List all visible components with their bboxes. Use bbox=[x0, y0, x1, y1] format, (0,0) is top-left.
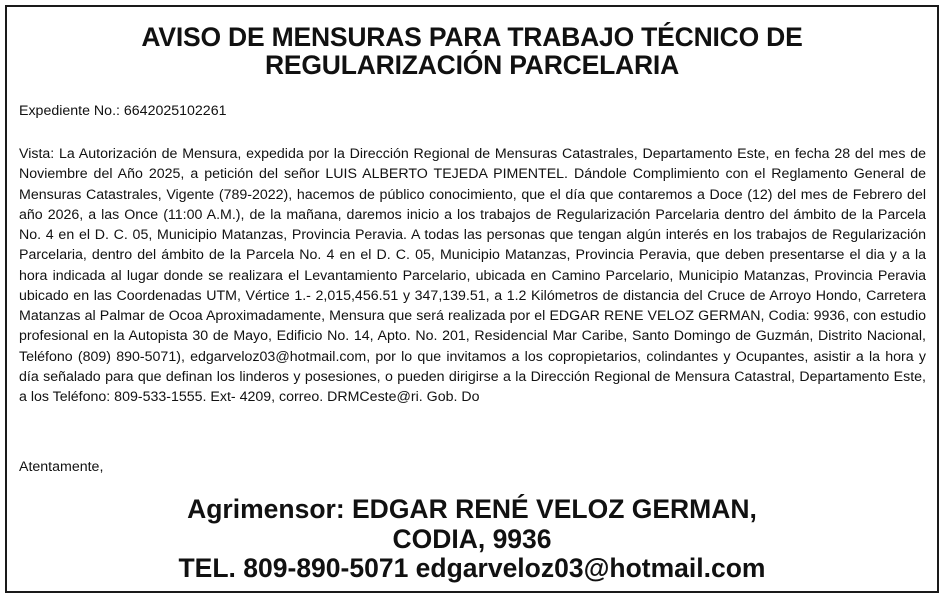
notice-body: Vista: La Autorización de Mensura, expedida por la Dirección Regional de Mensuras Catastrales, Departamento Este, en fecha 28 del mes de Noviembre del Año 2025, a petición del señor LUIS ALBERTO TEJEDA PIMENTEL. Dándole Complimiento con el Reglamento General de Mensuras Catastrales, Vigente (789-2022), hacemos de público conocimiento, que el día que contaremos a Doce (12) del mes de Febrero del año 2026, a las Once (11:00 A.M.), de la mañana, daremos inicio a los trabajos de Regularización Parcelaria dentro del ámbito de la Parcela No. 4 en el D. C. 05, Municipio Matanzas, Provincia Peravia. A todas las personas que tengan algún interés en los trabajos de Regularización Parcelaria, dentro del ámbito de la Parcela No. 4 en el D. C. 05, Municipio Matanzas, Provincia Peravia, que deben presentarse el dia y a la hora indicada al lugar donde se realizara el Levantamiento Parcelario, ubicada en Camino Parcelario, Municipio Matanzas, Provincia Peravia ubicado en las Coordenadas UTM, Vértice 1.- 2,015,456.51 y 347,139.51, a 1.2 Kilómetros de distancia del Cruce de Arroyo Hondo, Carretera Matanzas al Palmar de Ocoa Aproximadamente, Mensura que será realizada por el EDGAR RENE VELOZ GERMAN, Codia: 9936, con estudio profesional en la Autopista 30 de Mayo, Edificio No. 14, Apto. No. 201, Residencial Mar Caribe, Santo Domingo de Guzmán, Distrito Nacional, Teléfono (809) 890-5071), edgarveloz03@hotmail.com, por lo que invitamos a los copropietarios, colindantes y Ocupantes, asistir a la hora y día señalado para que definan los linderos y posesiones, o pueden dirigirse a la Dirección Regional de Mensura Catastral, Departamento Este, a los Teléfono: 809-533-1555. Ext- 4209, correo. DRMCeste@ri. Gob. Do bbox=[19, 146, 926, 405]
signature-name: Agrimensor: EDGAR RENÉ VELOZ GERMAN, bbox=[187, 494, 757, 524]
signature-contact: TEL. 809-890-5071 edgarveloz03@hotmail.com bbox=[178, 553, 766, 583]
notice-frame bbox=[5, 5, 939, 593]
notice-title bbox=[17, 23, 927, 79]
closing-text: Atentamente, bbox=[19, 459, 104, 475]
signature-block bbox=[7, 495, 937, 584]
signature-codia: CODIA, 9936 bbox=[392, 523, 552, 554]
title-line-2: REGULARIZACIÓN PARCELARIA bbox=[264, 50, 680, 80]
title-line-1: AVISO DE MENSURAS PARA TRABAJO TÉCNICO DE bbox=[141, 22, 803, 52]
expediente-number: Expediente No.: 6642025102261 bbox=[19, 103, 227, 119]
